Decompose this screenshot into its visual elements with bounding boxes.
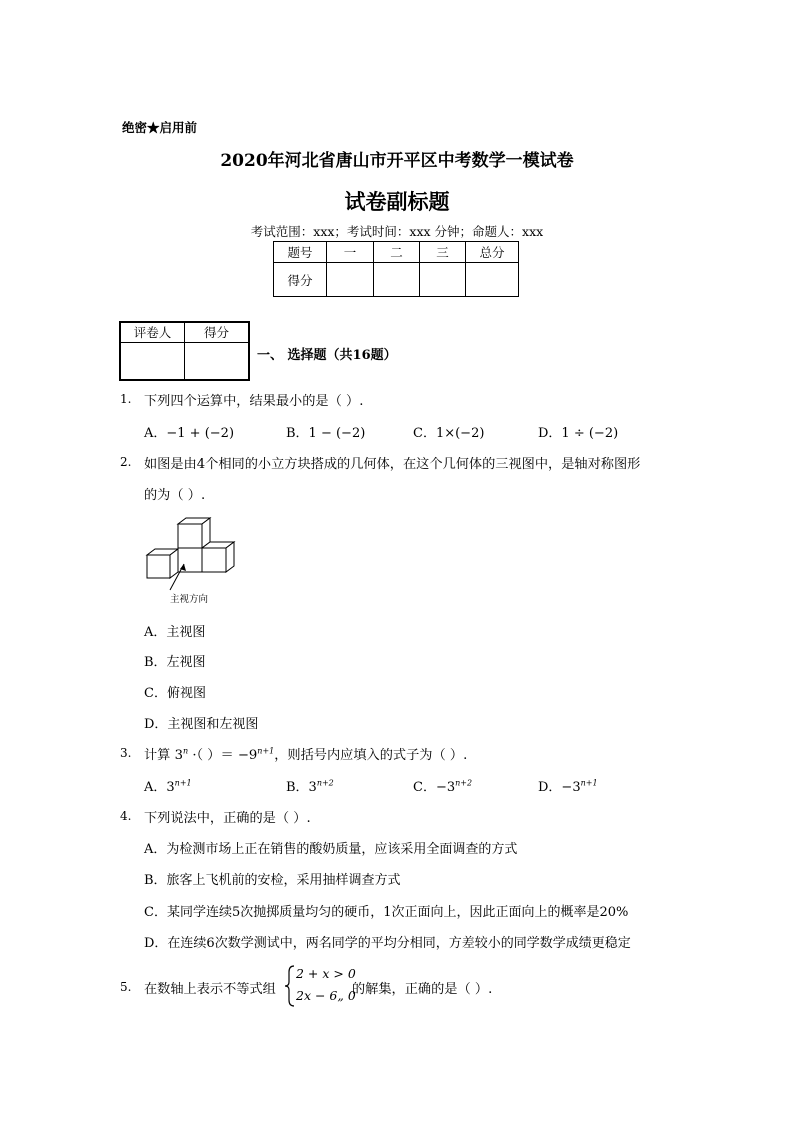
option-c[interactable]: C．$-3^{n+2}$ <box>413 778 473 795</box>
reviewer-cell[interactable] <box>185 342 250 380</box>
option-d[interactable]: D．主视图和左视图 <box>144 717 259 732</box>
score-header-cell: 二 <box>374 242 420 263</box>
option-b[interactable]: B．旅客上飞机前的安检，采用抽样调查方式 <box>144 873 401 888</box>
confidential-label: 绝密★启用前 <box>122 120 198 135</box>
option-d[interactable]: D．在连续6次数学测试中，两名同学的平均分相同，方差较小的同学数学成绩更稳定 <box>144 936 631 951</box>
option-c[interactable]: C．某同学连续5次抛掷质量均匀的硬币，1次正面向上，因此正面向上的概率是20% <box>144 905 629 920</box>
score-table <box>273 241 519 297</box>
score-header-cell: 三 <box>420 242 466 263</box>
question-text-cont: 的为（ ）. <box>144 488 206 503</box>
reviewer-header-cell: 得分 <box>185 322 250 342</box>
option-b[interactable]: B．左视图 <box>144 655 206 670</box>
score-header-cell: 题号 <box>274 242 327 263</box>
exam-subtitle: 试卷副标题 <box>344 189 450 214</box>
reviewer-cell[interactable] <box>120 342 185 380</box>
reviewer-header-cell: 评卷人 <box>120 322 185 342</box>
question-number: 1. <box>120 392 132 406</box>
figure-label: 主视方向 <box>170 594 209 605</box>
question-text-suffix: 的解集，正确的是（ ）. <box>352 982 493 997</box>
question-number: 2. <box>120 455 132 469</box>
brace-symbol <box>284 964 296 1008</box>
question-number: 4. <box>120 809 132 823</box>
score-cell[interactable] <box>374 263 420 297</box>
question-text-prefix: 在数轴上表示不等式组 <box>144 982 276 997</box>
inequality-1: 2 + x > 0 <box>296 966 356 981</box>
score-cell[interactable] <box>327 263 374 297</box>
option-a[interactable]: A．−1 + (−2) <box>144 426 235 441</box>
option-d[interactable]: D．1 ÷ (−2) <box>538 426 619 441</box>
option-b[interactable]: B．$3^{n+2}$ <box>286 778 334 795</box>
question-text: 计算 $3^n$ ·（ ）＝ $-9^{n+1}$，则括号内应填入的式子为（ ）. <box>144 746 468 763</box>
cube-figure <box>140 512 250 607</box>
question-text: 下列四个运算中，结果最小的是（ ）. <box>144 394 364 409</box>
option-a[interactable]: A．主视图 <box>144 625 206 640</box>
option-c[interactable]: C．1×(−2) <box>413 426 485 441</box>
inequality-2: 2x − 6„ 0 <box>296 988 356 1003</box>
option-c[interactable]: C．俯视图 <box>144 686 206 701</box>
score-cell[interactable] <box>420 263 466 297</box>
question-number: 3. <box>120 746 132 760</box>
question-text: 下列说法中，正确的是（ ）. <box>144 811 311 826</box>
option-d[interactable]: D．$-3^{n+1}$ <box>538 778 598 795</box>
reviewer-table <box>119 321 250 381</box>
option-b[interactable]: B．1 − (−2) <box>286 426 366 441</box>
score-header-cell: 一 <box>327 242 374 263</box>
exam-title: 2020年河北省唐山市开平区中考数学一模试卷 <box>220 151 574 171</box>
score-row-label: 得分 <box>274 263 327 297</box>
option-a[interactable]: A．为检测市场上正在销售的酸奶质量，应该采用全面调查的方式 <box>144 842 518 857</box>
option-a[interactable]: A．$3^{n+1}$ <box>144 778 192 795</box>
exam-info: 考试范围：xxx；考试时间：xxx 分钟；命题人：xxx <box>250 224 544 239</box>
question-text: 如图是由4个相同的小立方块搭成的几何体，在这个几何体的三视图中，是轴对称图形 <box>144 457 641 472</box>
question-number: 5. <box>120 980 132 994</box>
score-cell[interactable] <box>466 263 519 297</box>
section-title: 一、 选择题（共16题） <box>257 348 397 363</box>
score-header-cell: 总分 <box>466 242 519 263</box>
